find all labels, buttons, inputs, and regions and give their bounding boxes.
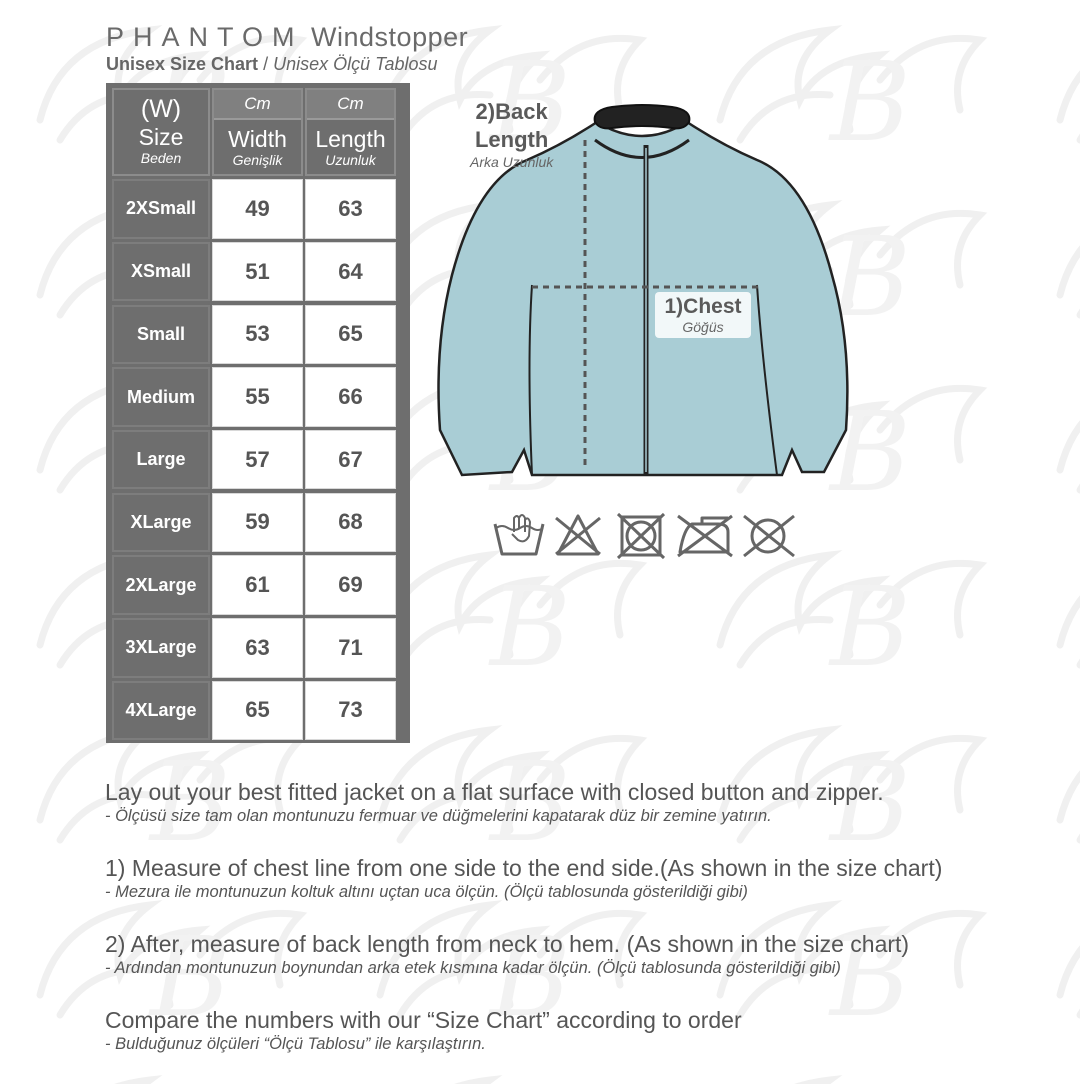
header-size-en: Size <box>138 124 184 150</box>
header-length <box>305 88 396 176</box>
back-length-label <box>470 98 553 170</box>
width-cell: 63 <box>212 618 303 678</box>
length-cell: 68 <box>305 493 396 553</box>
hand-wash-icon <box>495 515 543 554</box>
brand-model: Windstopper <box>311 22 469 52</box>
instruction-tr: - Mezura ile montunuzun koltuk altını uçtan uca ölçün. (Ölçü tablosunda gösterildiği gibi) <box>105 883 748 901</box>
instruction-en: 1) Measure of chest line from one side to the end side.(As shown in the size chart) <box>105 855 943 881</box>
instruction-en: Compare the numbers with our “Size Chart” according to order <box>105 1007 742 1033</box>
length-cell: 69 <box>305 555 396 615</box>
chest-label-en: 1)Chest <box>664 295 742 318</box>
no-dry-clean-icon <box>744 516 794 556</box>
width-cell: 61 <box>212 555 303 615</box>
length-cell: 67 <box>305 430 396 490</box>
size-cell: 2XSmall <box>112 179 210 239</box>
instruction-en: Lay out your best fitted jacket on a flat surface with closed button and zipper. <box>105 779 884 805</box>
back-length-label-line2: Length <box>474 127 549 152</box>
no-bleach-icon <box>556 516 600 554</box>
instruction-block <box>105 854 1065 902</box>
header-width-unit: Cm <box>214 90 301 120</box>
table-header-row <box>111 87 405 177</box>
instruction-block <box>105 778 1065 826</box>
header-size-top: (W) <box>140 95 182 123</box>
width-cell: 53 <box>212 305 303 365</box>
length-cell: 73 <box>305 681 396 741</box>
size-cell: 2XLarge <box>112 555 210 615</box>
subtitle-en: Unisex Size Chart <box>106 54 259 74</box>
width-cell: 59 <box>212 493 303 553</box>
length-cell: 65 <box>305 305 396 365</box>
instruction-tr: - Ardından montunuzun boynundan arka etek kısmına kadar ölçün. (Ölçü tablosunda gösterildiği gibi) <box>105 959 841 977</box>
brand-title <box>106 22 468 53</box>
chest-label-tr: Göğüs <box>682 319 724 335</box>
instruction-tr: - Ölçüsü size tam olan montunuzu fermuar ve düğmelerini kapatarak düz bir zemine yatırın. <box>105 807 772 825</box>
length-cell: 63 <box>305 179 396 239</box>
size-cell: 4XLarge <box>112 681 210 741</box>
header-length-tr: Uzunluk <box>325 152 376 168</box>
size-cell: Medium <box>112 367 210 427</box>
header-size <box>112 88 210 176</box>
header-width-tr: Genişlik <box>232 152 283 168</box>
table-row <box>111 680 405 742</box>
header-length-unit: Cm <box>307 90 394 120</box>
subtitle-tr: Unisex Ölçü Tablosu <box>273 54 438 74</box>
table-row <box>111 178 405 240</box>
length-cell: 64 <box>305 242 396 302</box>
size-cell: Large <box>112 430 210 490</box>
width-cell: 49 <box>212 179 303 239</box>
no-tumble-dry-icon <box>618 514 664 558</box>
size-cell: XSmall <box>112 242 210 302</box>
header-width <box>212 88 303 176</box>
back-length-label-line1: 2)Back <box>475 99 548 124</box>
instruction-tr: - Bulduğunuz ölçüleri “Ölçü Tablosu” ile karşılaştırın. <box>105 1035 486 1053</box>
jacket-body <box>439 122 848 475</box>
width-cell: 65 <box>212 681 303 741</box>
width-cell: 51 <box>212 242 303 302</box>
size-cell: Small <box>112 305 210 365</box>
table-row <box>111 304 405 366</box>
table-row <box>111 241 405 303</box>
jacket-collar <box>595 105 690 128</box>
size-chart-table <box>106 83 410 743</box>
table-row <box>111 617 405 679</box>
header-length-en: Length <box>315 126 386 152</box>
length-cell: 71 <box>305 618 396 678</box>
table-row <box>111 554 405 616</box>
care-instructions <box>492 510 798 560</box>
width-cell: 57 <box>212 430 303 490</box>
back-length-label-tr: Arka Uzunluk <box>470 154 554 170</box>
instruction-block <box>105 1006 1065 1054</box>
table-row <box>111 429 405 491</box>
table-body <box>111 178 405 741</box>
size-cell: XLarge <box>112 493 210 553</box>
no-iron-icon <box>678 516 732 556</box>
table-row <box>111 492 405 554</box>
subtitle <box>106 54 438 75</box>
instructions <box>105 778 1065 1082</box>
size-cell: 3XLarge <box>112 618 210 678</box>
width-cell: 55 <box>212 367 303 427</box>
instruction-en: 2) After, measure of back length from neck to hem. (As shown in the size chart) <box>105 931 910 957</box>
table-row <box>111 366 405 428</box>
header-size-tr: Beden <box>140 150 182 166</box>
chest-label <box>655 292 751 338</box>
subtitle-separator: / <box>258 54 274 74</box>
header-width-en: Width <box>228 126 287 152</box>
length-cell: 66 <box>305 367 396 427</box>
brand-name: PHANTOM <box>106 22 304 52</box>
instruction-block <box>105 930 1065 978</box>
